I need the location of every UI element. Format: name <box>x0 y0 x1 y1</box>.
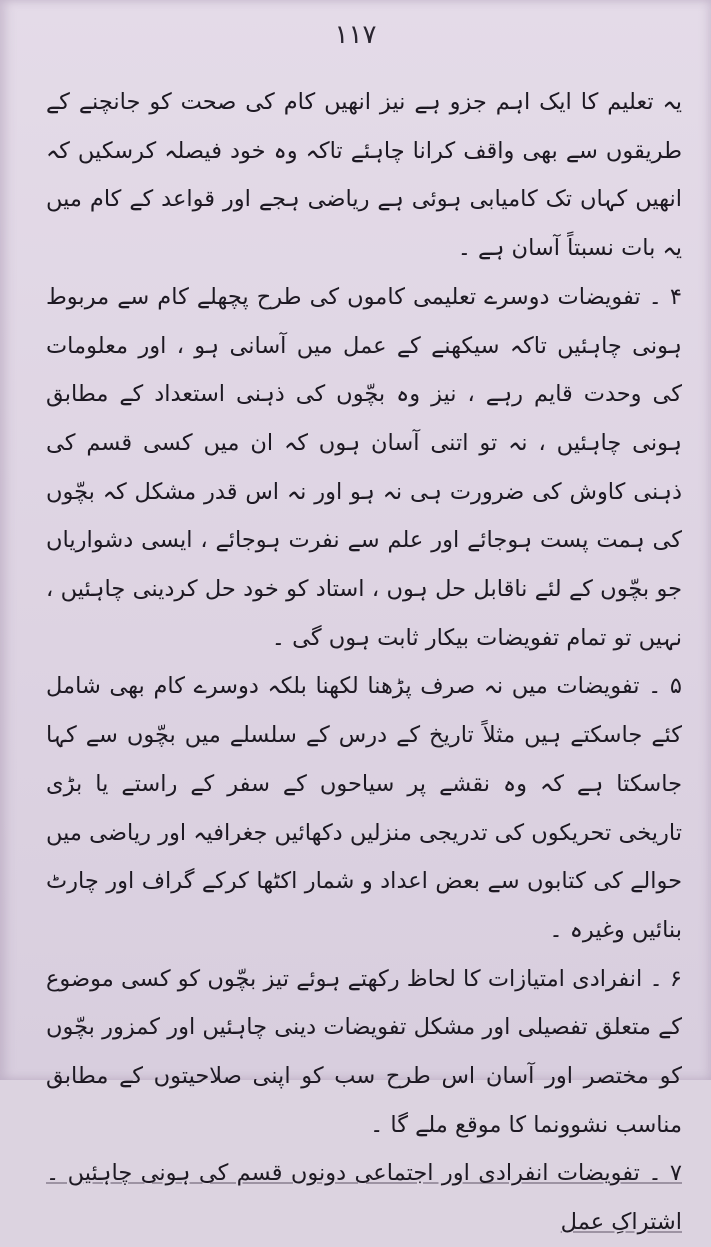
paragraph-point-5: ۵ ۔ تفویضات میں نہ صرف پڑھنا لکھنا بلکہ دوسرے کام بھی شامل کئے جاسکتے ہیں مثلاً تاریخ کے درس کے سلسلے میں بچّوں سے کہا جاسکتا ہے کہ وہ نقشے پر سیاحوں کے سفر کے راستے یا بڑی تاریخی تحریکوں کی تدریجی منزلیں دکھائیں جغرافیہ اور ریاضی میں حوالے کی کتابوں سے بعض اعداد و شمار اکٹھا کرکے گراف اور چارٹ بنائیں وغیرہ ۔ <box>46 673 682 943</box>
page-number: ١١٧ <box>334 20 377 50</box>
page-body <box>46 78 682 1247</box>
paragraph-intro: یہ تعلیم کا ایک اہم جزو ہے نیز انھیں کام کی صحت کو جانچنے کے طریقوں سے بھی واقف کرانا چاہئے تاکہ وہ خود فیصلہ کرسکیں کہ انھیں کہاں تک کامیابی ہوئی ہے ریاضی ہجے اور قواعد کے کام میں یہ بات نسبتاً آسان ہے ۔ <box>46 89 682 262</box>
paragraph-point-7: ۷ ۔ تفویضات انفرادی اور اجتماعی دونوں قسم کی ہونی چاہئیں ۔ اشتراکِ عمل <box>46 1160 682 1236</box>
paragraph-point-6: ۶ ۔ انفرادی امتیازات کا لحاظ رکھتے ہوئے تیز بچّوں کو کسی موضوع کے متعلق تفصیلی اور مشکل تفویضات دینی چاہئیں اور کمزور بچّوں کو مختصر اور آسان اس طرح سب کو اپنی صلاحیتوں کے مطابق مناسب نشوونما کا موقع ملے گا ۔ <box>46 965 682 1138</box>
paragraph-point-4: ۴ ۔ تفویضات دوسرے تعلیمی کاموں کی طرح پچھلے کام سے مربوط ہونی چاہئیں تاکہ سیکھنے کے عمل میں آسانی ہو ، اور معلومات کی وحدت قایم رہے ، نیز وہ بچّوں کی ذہنی استعداد کے مطابق ہونی چاہئیں ، نہ تو اتنی آسان ہوں کہ ان میں کسی قسم کی ذہنی کاوش کی ضرورت ہی نہ ہو اور نہ اس قدر مشکل کہ بچّوں کی ہمت پست ہوجائے اور علم سے نفرت ہوجائے ، ایسی دشواریاں جو بچّوں کے لئے ناقابل حل ہوں ، استاد کو خود حل کردینی چاہئیں ، نہیں تو تمام تفویضات بیکار ثابت ہوں گی ۔ <box>46 283 682 651</box>
